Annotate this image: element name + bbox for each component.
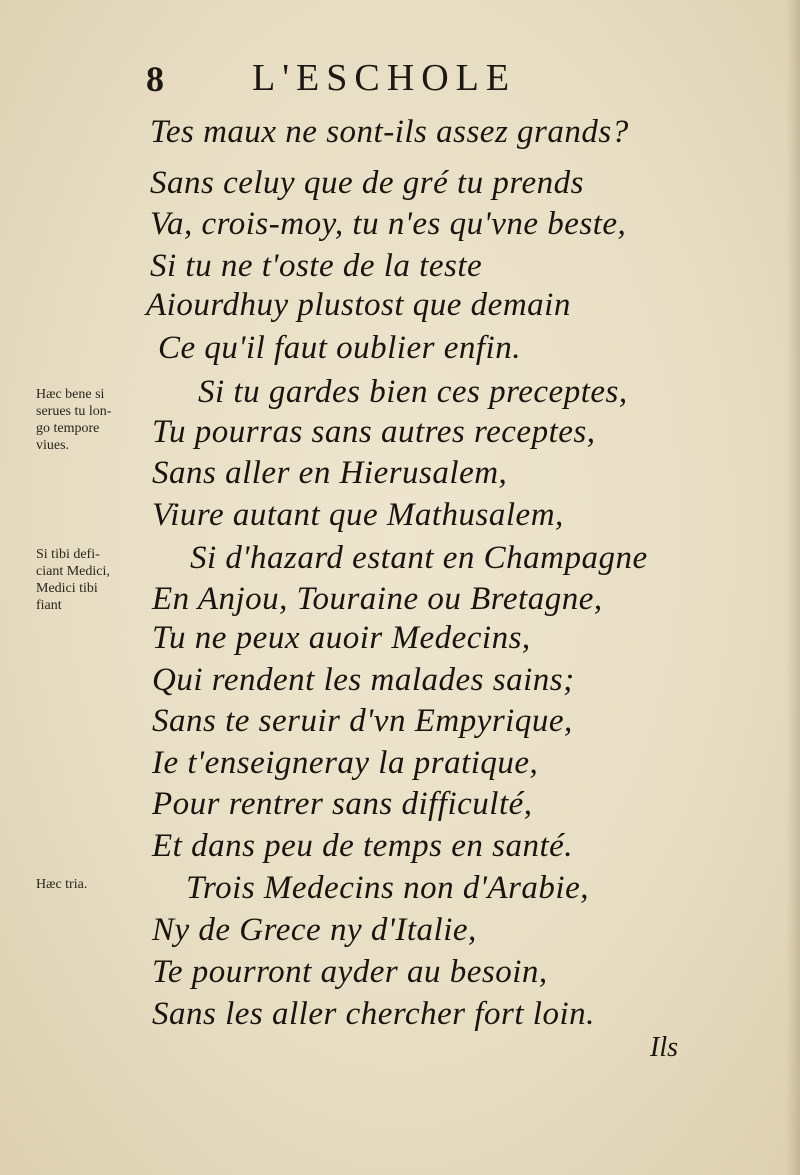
verse-line: Sans les aller chercher fort loin. bbox=[152, 996, 595, 1032]
running-title: L'ESCHOLE bbox=[252, 57, 517, 99]
marginal-note-line: Si tibi defi- bbox=[36, 547, 100, 562]
verse-line: Qui rendent les malades sains; bbox=[152, 662, 575, 698]
verse-line: Sans celuy que de gré tu prends bbox=[150, 165, 585, 201]
verse-line: Sans aller en Hierusalem, bbox=[152, 455, 508, 491]
page-edge-shadow bbox=[786, 0, 800, 1175]
verse-line: Tu pourras sans autres receptes, bbox=[152, 414, 596, 450]
verse-line: Si tu gardes bien ces preceptes, bbox=[198, 374, 628, 410]
catchword: Ils bbox=[650, 1032, 678, 1063]
marginal-note bbox=[36, 386, 111, 454]
marginal-note bbox=[36, 876, 87, 893]
verse-line: Et dans peu de temps en santé. bbox=[152, 828, 574, 864]
marginal-note bbox=[36, 546, 110, 614]
marginal-note-line: viues. bbox=[36, 438, 70, 453]
verse-line: Ie t'enseigneray la pratique, bbox=[152, 745, 539, 781]
page-number: 8 bbox=[146, 59, 164, 99]
marginal-note-line: Hæc tria. bbox=[36, 877, 88, 892]
marginal-note-line: ciant Medici, bbox=[36, 564, 110, 579]
verse-line: En Anjou, Touraine ou Bretagne, bbox=[152, 581, 603, 617]
verse-line: Trois Medecins non d'Arabie, bbox=[186, 870, 589, 906]
marginal-note-line: serues tu lon- bbox=[36, 404, 112, 419]
verse-line: Sans te seruir d'vn Empyrique, bbox=[152, 703, 573, 739]
verse-line: Ny de Grece ny d'Italie, bbox=[152, 912, 477, 948]
verse-line: Viure autant que Mathusalem, bbox=[152, 497, 564, 533]
verse-line: Ce qu'il faut oublier enfin. bbox=[158, 330, 521, 366]
verse-line: Tes maux ne sont-ils assez grands? bbox=[150, 114, 629, 150]
marginal-note-line: Medici tibi bbox=[36, 581, 98, 596]
marginal-note-line: go tempore bbox=[36, 421, 100, 436]
verse-line: Te pourront ayder au besoin, bbox=[152, 954, 548, 990]
marginal-note-line: fiant bbox=[36, 598, 62, 613]
verse-line: Si d'hazard estant en Champagne bbox=[190, 540, 648, 576]
verse-line: Aiourdhuy plustost que demain bbox=[146, 287, 571, 323]
marginal-note-line: Hæc bene si bbox=[36, 387, 105, 402]
verse-line: Tu ne peux auoir Medecins, bbox=[152, 620, 531, 656]
verse-line: Pour rentrer sans difficulté, bbox=[152, 786, 533, 822]
verse-line: Si tu ne t'oste de la teste bbox=[150, 248, 483, 284]
verse-line: Va, crois-moy, tu n'es qu'vne beste, bbox=[150, 206, 627, 242]
